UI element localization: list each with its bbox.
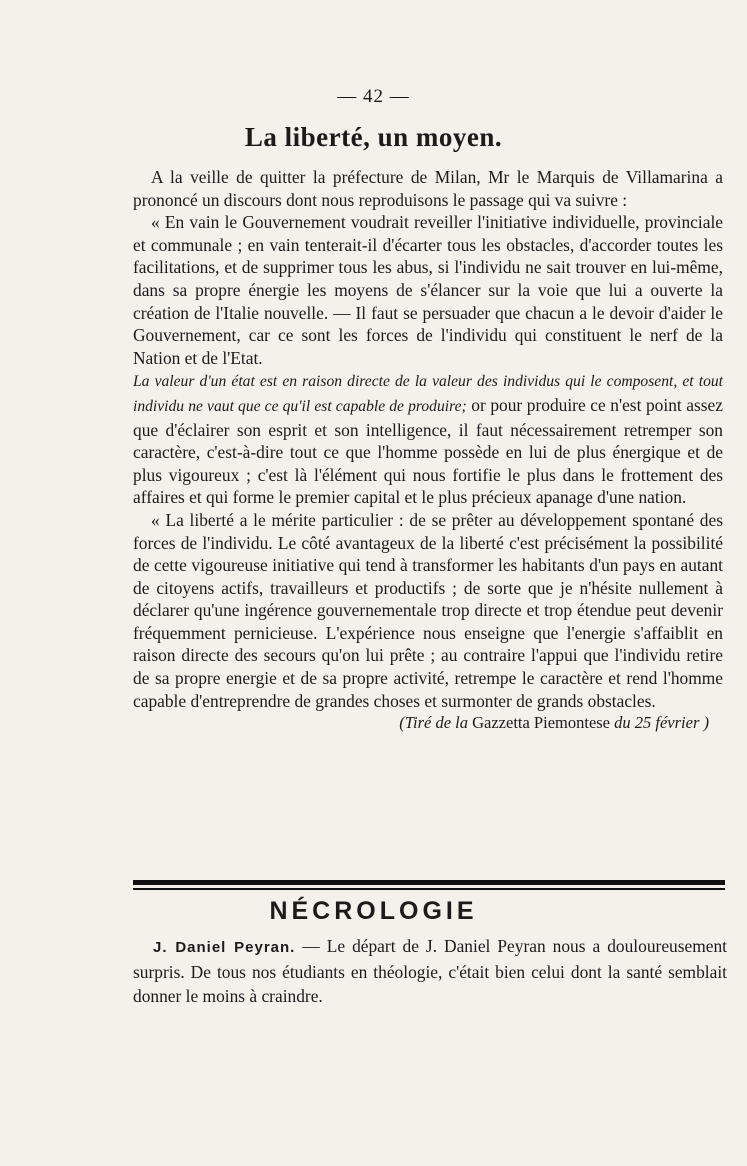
quote-1-italic: La valeur d'un état est en raison directe de la valeur des individus qui le composent, et tout individu ne vaut que ce qu'il est capable de produire; <box>133 373 723 415</box>
paragraph-intro: A la veille de quitter la préfecture de Milan, Mr le Marquis de Villamarina a prononcé un discours dont nous reproduisons le passage qui va suivre : <box>133 167 723 210</box>
necrologie-text: — Le départ de J. Daniel Peyran nous a douloureusement surpris. De tous nos étudiants en théologie, c'était bien celui dont la santé semblait donner le moins à craindre. <box>133 936 727 1006</box>
article-body <box>133 166 723 735</box>
necrologie-heading: NÉCROLOGIE <box>269 897 478 925</box>
attribution <box>133 712 723 735</box>
necrologie-body <box>133 934 727 1008</box>
deceased-name: J. Daniel Peyran. <box>153 939 296 956</box>
quote-1-continued: or pour produire ce n'est point assez que d'éclairer son esprit et son intelligence, il faut nécessairement retremper son caractère, c'est-à-dire tout ce que l'homme possède en lui de plus énergique et de plus vigoureux ; c'est là l'élément qui nous fortifie le plus dans le frottement des affaires et qui forme le premier capital et le plus précieux apanage d'une nation. <box>133 394 723 508</box>
attribution-open: (Tiré de la <box>399 713 468 733</box>
paragraph-quote-1 <box>133 211 723 509</box>
page-number: — 42 — <box>337 86 410 107</box>
attribution-source: Gazzetta Piemontese <box>472 713 611 733</box>
necrologie-paragraph <box>133 934 727 1008</box>
attribution-date: du 25 février ) <box>614 713 709 733</box>
divider-thin <box>133 888 725 890</box>
quote-1-text: « En vain le Gouvernement voudrait reveiller l'initiative individuelle, provinciale et communale ; en vain tenterait-il d'écarter tous les obstacles, d'accorder toutes les facilitations, et de supprimer tous les abus, si l'individu ne sait trouver en lui-même, dans sa propre énergie les moyens de s'élancer sur la voie que lui a ouverte la création de l'Italie nouvelle. — Il faut se persuader que chacun a le devoir d'aider le Gouvernement, car ce sont les forces de l'individu qui constituent le nerf de la Nation et de l'Etat. <box>133 212 723 368</box>
paragraph-quote-2: « La liberté a le mérite particulier : de se prêter au développement spontané des forces de l'individu. Le côté avantageux de la liberté c'est précisément la possibilité de cette vigoureuse initiative qui tend à transformer les habitants d'un pays en autant de citoyens actifs, travailleurs et productifs ; de sorte que je n'hésite nullement à déclarer qu'une ingérence gouvernementale trop directe et trop étendue peut devenir fréquemment pernicieuse. L'expérience nous enseigne que l'energie s'affaiblit en raison directe des secours qu'on lui prête ; au contraire l'appui que l'individu retire de sa propre energie et de sa propre activité, retrempe le caractère et rend l'homme capable d'entreprendre de grandes choses et surmonter de grands obstacles. <box>133 509 723 711</box>
article-title: La liberté, un moyen. <box>244 122 503 152</box>
divider-thick <box>133 880 725 885</box>
